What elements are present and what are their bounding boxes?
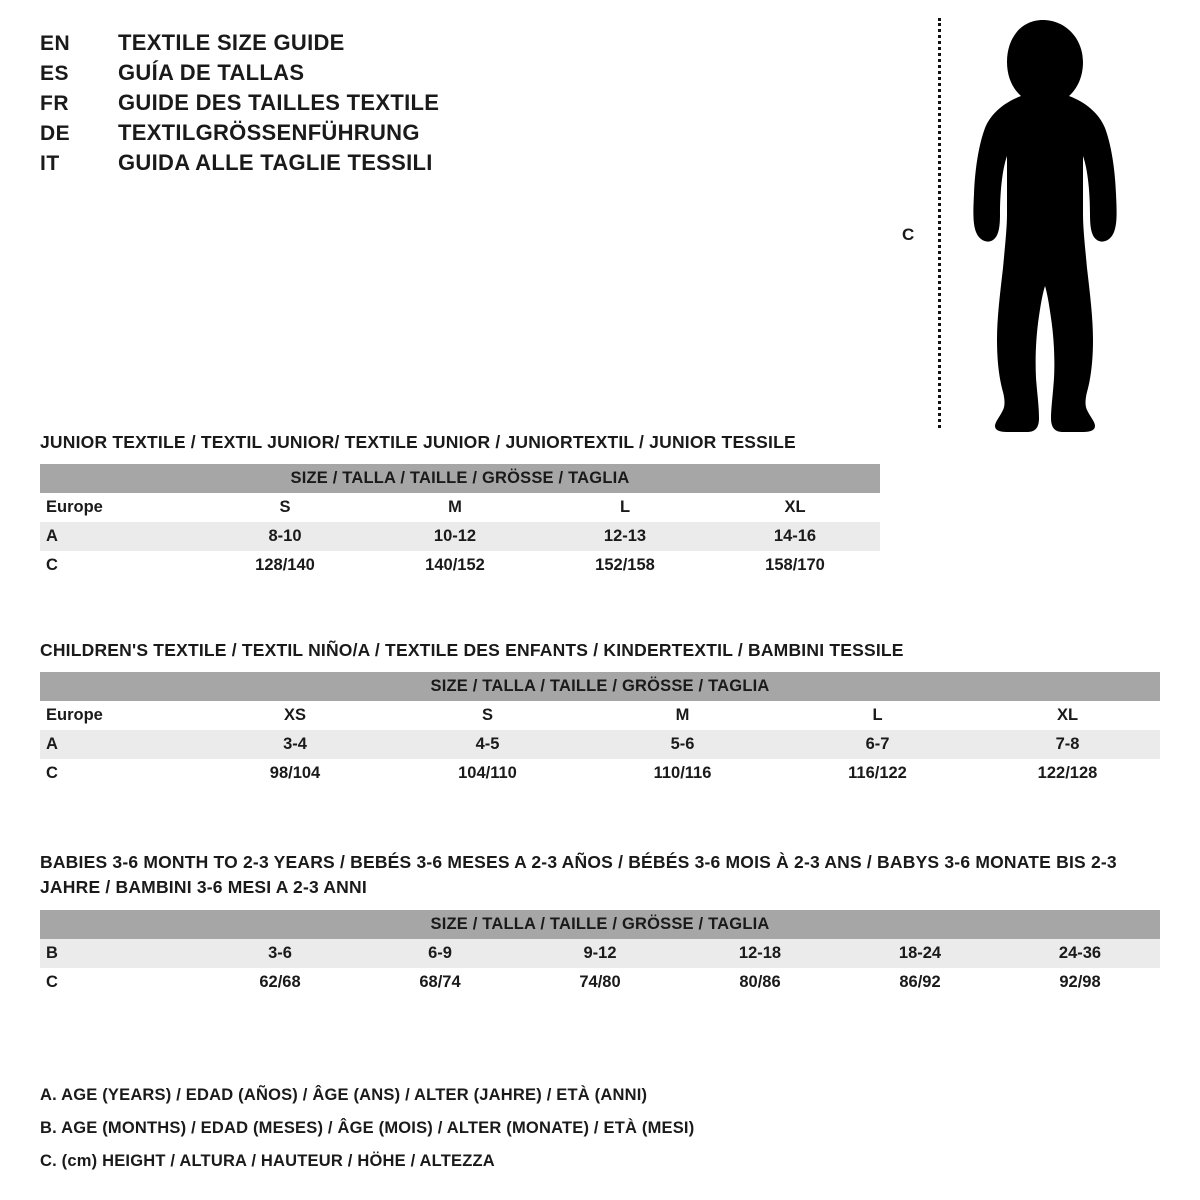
footnote-a: A. AGE (YEARS) / EDAD (AÑOS) / ÂGE (ANS) / ALTER (JAHRE) / ETÀ (ANNI): [40, 1086, 648, 1104]
table-row: [40, 759, 1160, 788]
row-label: C: [40, 968, 200, 997]
section-title: BABIES 3-6 MONTH TO 2-3 YEARS / BEBÉS 3-6 MESES A 2-3 AÑOS / BÉBÉS 3-6 MOIS À 2-3 ANS / BABYS 3-6 MONATE BIS 2-3 JAHRE / BAMBINI 3-6 MESI A 2-3 ANNI: [40, 852, 1117, 898]
table-cell: 14-16: [710, 522, 880, 551]
row-label: Europe: [40, 493, 200, 522]
band-label: SIZE / TALLA / TAILLE / GRÖSSE / TAGLIA: [40, 910, 1160, 939]
measurement-label-c: C: [902, 225, 915, 244]
table-cell: 98/104: [200, 759, 390, 788]
language-row: [40, 90, 740, 116]
section-junior: [40, 430, 1160, 580]
footnotes: [40, 1079, 694, 1178]
language-row: [40, 30, 740, 56]
table-cell: 116/122: [780, 759, 975, 788]
table-band-row: [40, 464, 880, 493]
table-cell: 6-7: [780, 730, 975, 759]
size-header-cell: L: [540, 493, 710, 522]
table-cell: 86/92: [840, 968, 1000, 997]
row-label: A: [40, 522, 200, 551]
language-code: IT: [40, 152, 60, 175]
table-cell: 6-9: [360, 939, 520, 968]
children-size-table: [40, 672, 1160, 788]
table-cell: 12-13: [540, 522, 710, 551]
language-title: GUIDA ALLE TAGLIE TESSILI: [118, 150, 433, 175]
band-label: SIZE / TALLA / TAILLE / GRÖSSE / TAGLIA: [40, 672, 1160, 701]
junior-size-table: [40, 464, 880, 580]
table-row: [40, 730, 1160, 759]
babies-size-table: [40, 910, 1160, 997]
size-header-cell: XL: [710, 493, 880, 522]
table-cell: 80/86: [680, 968, 840, 997]
table-cell: 24-36: [1000, 939, 1160, 968]
table-row: [40, 701, 1160, 730]
size-header-cell: M: [585, 701, 780, 730]
table-cell: 8-10: [200, 522, 370, 551]
language-code: DE: [40, 122, 71, 145]
table-row: [40, 968, 1160, 997]
row-label: B: [40, 939, 200, 968]
table-band-row: [40, 910, 1160, 939]
table-cell: 104/110: [390, 759, 585, 788]
height-measurement-figure: [902, 10, 1130, 430]
footnote-b: B. AGE (MONTHS) / EDAD (MESES) / ÂGE (MOIS) / ALTER (MONATE) / ETÀ (MESI): [40, 1119, 695, 1137]
table-cell: 3-4: [200, 730, 390, 759]
section-title: JUNIOR TEXTILE / TEXTIL JUNIOR/ TEXTILE JUNIOR / JUNIORTEXTIL / JUNIOR TESSILE: [40, 432, 796, 452]
size-header-cell: S: [390, 701, 585, 730]
language-code: FR: [40, 92, 69, 115]
table-cell: 140/152: [370, 551, 540, 580]
table-cell: 18-24: [840, 939, 1000, 968]
table-cell: 152/158: [540, 551, 710, 580]
footnote-c: C. (cm) HEIGHT / ALTURA / HAUTEUR / HÖHE / ALTEZZA: [40, 1152, 495, 1170]
language-code: EN: [40, 32, 71, 55]
band-label: SIZE / TALLA / TAILLE / GRÖSSE / TAGLIA: [40, 464, 880, 493]
row-label: Europe: [40, 701, 200, 730]
table-band-row: [40, 672, 1160, 701]
row-label: C: [40, 759, 200, 788]
table-cell: 128/140: [200, 551, 370, 580]
table-cell: 74/80: [520, 968, 680, 997]
table-cell: 92/98: [1000, 968, 1160, 997]
language-code: ES: [40, 62, 70, 85]
language-row: [40, 150, 740, 176]
table-cell: 110/116: [585, 759, 780, 788]
table-cell: 62/68: [200, 968, 360, 997]
table-cell: 7-8: [975, 730, 1160, 759]
table-cell: 12-18: [680, 939, 840, 968]
row-label: C: [40, 551, 200, 580]
table-row: [40, 939, 1160, 968]
table-cell: 9-12: [520, 939, 680, 968]
table-cell: 5-6: [585, 730, 780, 759]
language-title: TEXTILE SIZE GUIDE: [118, 30, 345, 55]
table-row: [40, 551, 880, 580]
table-cell: 122/128: [975, 759, 1160, 788]
row-label: A: [40, 730, 200, 759]
table-cell: 158/170: [710, 551, 880, 580]
language-title: GUIDE DES TAILLES TEXTILE: [118, 90, 440, 115]
language-header: [40, 30, 740, 180]
section-children: [40, 638, 1160, 788]
table-cell: 4-5: [390, 730, 585, 759]
language-title: GUÍA DE TALLAS: [118, 60, 305, 85]
child-silhouette-icon: [955, 18, 1130, 433]
size-header-cell: XS: [200, 701, 390, 730]
height-dashed-line: [938, 18, 941, 428]
language-row: [40, 60, 740, 86]
table-row: [40, 493, 880, 522]
size-header-cell: S: [200, 493, 370, 522]
section-babies: [40, 850, 1160, 997]
table-row: [40, 522, 880, 551]
language-title: TEXTILGRÖSSENFÜHRUNG: [118, 120, 420, 145]
section-title: CHILDREN'S TEXTILE / TEXTIL NIÑO/A / TEXTILE DES ENFANTS / KINDERTEXTIL / BAMBINI TESSILE: [40, 640, 904, 660]
table-cell: 68/74: [360, 968, 520, 997]
table-cell: 10-12: [370, 522, 540, 551]
size-header-cell: XL: [975, 701, 1160, 730]
language-row: [40, 120, 740, 146]
table-cell: 3-6: [200, 939, 360, 968]
size-header-cell: L: [780, 701, 975, 730]
size-header-cell: M: [370, 493, 540, 522]
